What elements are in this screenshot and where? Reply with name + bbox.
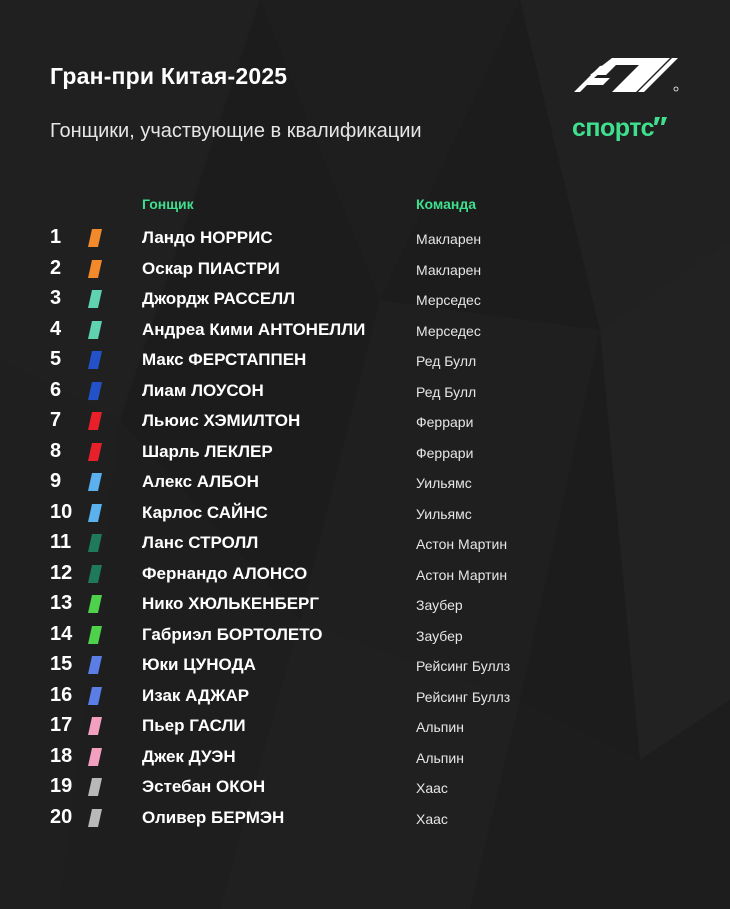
team-color-flag-icon — [88, 778, 102, 796]
driver-name: Ландо НОРРИС — [142, 228, 273, 247]
list-item — [0, 772, 730, 803]
team-name: Заубер — [416, 627, 463, 644]
position-number: 19 — [50, 775, 73, 797]
team-name: Уильямс — [416, 505, 472, 522]
team-name: Хаас — [416, 810, 448, 827]
position-number: 5 — [50, 348, 62, 370]
driver-name: Нико ХЮЛЬКЕНБЕРГ — [142, 594, 320, 613]
driver-name: Оскар ПИАСТРИ — [142, 258, 280, 278]
list-item — [0, 345, 730, 376]
list-item — [0, 467, 730, 498]
position-number: 9 — [50, 470, 62, 492]
position-number: 2 — [50, 256, 62, 279]
team-color-flag-icon — [88, 290, 102, 308]
position-number: 10 — [50, 500, 73, 523]
position-number: 15 — [50, 653, 73, 675]
team-name: Макларен — [416, 261, 482, 278]
list-item — [0, 406, 730, 437]
list-item — [0, 620, 730, 651]
team-color-flag-icon — [88, 412, 102, 430]
position-number: 20 — [50, 805, 73, 828]
list-item — [0, 223, 730, 254]
team-name: Рейсинг Буллз — [416, 688, 511, 705]
team-name: Ред Булл — [416, 353, 477, 369]
team-color-flag-icon — [88, 473, 102, 491]
team-color-flag-icon — [88, 534, 102, 552]
team-color-flag-icon — [88, 229, 102, 247]
driver-name: Карлос САЙНС — [142, 502, 268, 522]
driver-name: Джек ДУЭН — [142, 746, 236, 766]
team-name: Хаас — [416, 780, 448, 796]
list-item — [0, 528, 730, 559]
driver-name: Габриэл БОРТОЛЕТО — [142, 624, 323, 644]
position-number: 16 — [50, 683, 73, 706]
list-item — [0, 284, 730, 315]
position-number: 13 — [50, 592, 73, 614]
position-number: 3 — [50, 287, 62, 309]
position-number: 6 — [50, 378, 62, 401]
driver-name: Эстебан ОКОН — [142, 777, 266, 796]
team-color-flag-icon — [88, 748, 102, 766]
list-item — [0, 315, 730, 346]
driver-name: Макс ФЕРСТАППЕН — [142, 350, 307, 369]
driver-name: Изак АДЖАР — [142, 685, 250, 705]
team-name: Астон Мартин — [416, 536, 508, 552]
team-name: Мерседес — [416, 322, 481, 339]
driver-name: Андреа Кими АНТОНЕЛЛИ — [142, 319, 366, 339]
list-item — [0, 681, 730, 712]
position-number: 14 — [50, 622, 73, 645]
driver-name: Оливер БЕРМЭН — [142, 807, 285, 827]
team-color-flag-icon — [88, 565, 102, 583]
team-color-flag-icon — [88, 351, 102, 369]
f1-logo-icon — [572, 58, 682, 92]
list-item — [0, 376, 730, 407]
list-item — [0, 803, 730, 834]
quote-marks-icon — [653, 113, 669, 133]
team-color-flag-icon — [88, 382, 102, 400]
list-item — [0, 437, 730, 468]
position-number: 4 — [50, 317, 62, 340]
team-name: Астон Мартин — [416, 566, 508, 583]
team-color-flag-icon — [88, 809, 102, 827]
team-name: Феррари — [416, 414, 474, 430]
driver-name: Лиам ЛОУСОН — [142, 380, 264, 400]
driver-name: Шарль ЛЕКЛЕР — [142, 441, 273, 461]
driver-name: Юки ЦУНОДА — [142, 655, 256, 674]
team-name: Альпин — [416, 719, 464, 735]
team-name: Макларен — [416, 231, 482, 247]
team-color-flag-icon — [88, 626, 102, 644]
page-subtitle: Гонщики, участвующие в квалификации — [50, 120, 422, 142]
position-number: 17 — [50, 714, 73, 736]
team-color-flag-icon — [88, 260, 102, 278]
position-number: 7 — [50, 409, 62, 431]
position-number: 18 — [50, 744, 73, 767]
team-name: Мерседес — [416, 292, 481, 308]
driver-name: Фернандо АЛОНСО — [142, 563, 308, 583]
driver-name: Льюис ХЭМИЛТОН — [142, 411, 301, 430]
driver-name: Пьер ГАСЛИ — [142, 716, 246, 735]
team-name: Ред Булл — [416, 383, 477, 400]
team-name: Феррари — [416, 444, 474, 461]
list-item — [0, 498, 730, 529]
page-title: Гран-при Китая-2025 — [50, 63, 288, 89]
driver-name: Джордж РАССЕЛЛ — [142, 289, 296, 308]
column-header-team: Команда — [416, 196, 476, 212]
team-color-flag-icon — [88, 717, 102, 735]
driver-name: Алекс АЛБОН — [142, 472, 259, 491]
drivers-list — [0, 223, 730, 833]
team-name: Рейсинг Буллз — [416, 658, 511, 674]
column-header-driver: Гонщик — [142, 196, 194, 212]
list-item — [0, 711, 730, 742]
team-color-flag-icon — [88, 321, 102, 339]
team-color-flag-icon — [88, 656, 102, 674]
sport-logo — [572, 113, 669, 143]
position-number: 1 — [50, 226, 62, 248]
sport-logo-text: спортс — [572, 114, 655, 142]
team-color-flag-icon — [88, 504, 102, 522]
list-item — [0, 559, 730, 590]
team-name: Уильямс — [416, 475, 472, 491]
list-item — [0, 589, 730, 620]
team-color-flag-icon — [88, 595, 102, 613]
position-number: 8 — [50, 439, 62, 462]
team-name: Альпин — [416, 749, 464, 766]
team-color-flag-icon — [88, 687, 102, 705]
list-item — [0, 650, 730, 681]
driver-name: Ланс СТРОЛЛ — [142, 533, 259, 552]
list-item — [0, 742, 730, 773]
team-color-flag-icon — [88, 443, 102, 461]
team-name: Заубер — [416, 597, 463, 613]
position-number: 12 — [50, 561, 73, 584]
position-number: 11 — [50, 531, 72, 553]
list-item — [0, 254, 730, 285]
